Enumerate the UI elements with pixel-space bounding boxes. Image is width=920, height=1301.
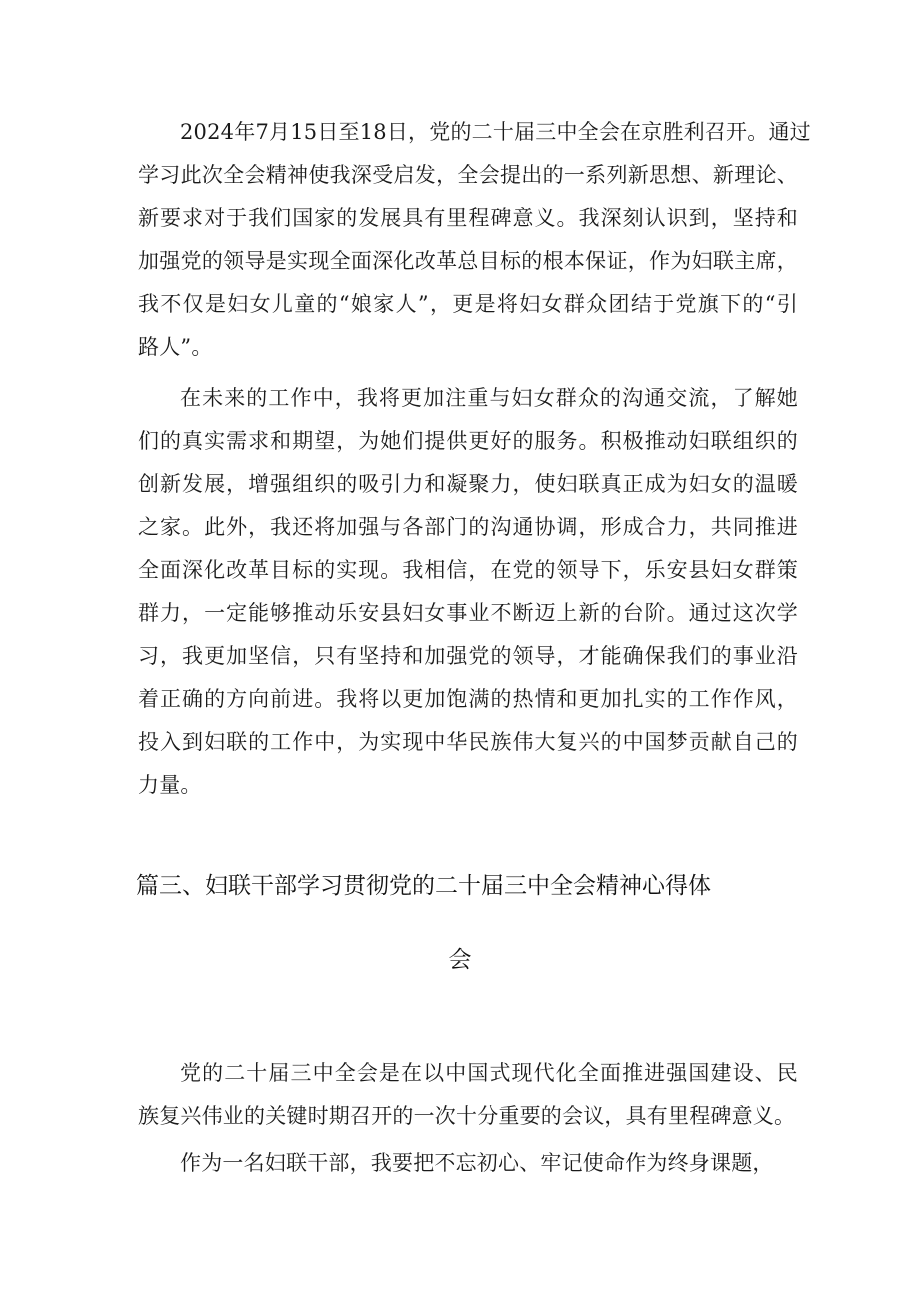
text-line: 学习此次全会精神使我深受启发，全会提出的一系列新思想、新理论、 <box>138 163 798 187</box>
text-line: 投入到妇联的工作中，为实现中华民族伟大复兴的中国梦贡献自己的 <box>138 730 798 754</box>
text-line: 群力，一定能够推动乐安县妇女事业不断迈上新的台阶。通过这次学 <box>138 601 798 625</box>
text-line: 族复兴伟业的关键时期召开的一次十分重要的会议，具有里程碑意义。 <box>138 1104 796 1128</box>
section-heading-line-2: 会 <box>448 947 472 973</box>
text-line: 在未来的工作中，我将更加注重与妇女群众的沟通交流，了解她 <box>180 386 798 410</box>
text-line: 着正确的方向前进。我将以更加饱满的热情和更加扎实的工作作风， <box>138 687 798 711</box>
text-line: 作为一名妇联干部，我要把不忘初心、牢记使命作为终身课题， <box>180 1151 774 1175</box>
text-line: 我不仅是妇女儿童的“娘家人”，更是将妇女群众团结于党旗下的“引 <box>138 292 798 316</box>
text-line: 路人”。 <box>138 335 213 359</box>
text-line: 2024年7月15日至18日，党的二十届三中全会在京胜利召开。通过 <box>180 120 811 144</box>
text-line: 们的真实需求和期望，为她们提供更好的服务。积极推动妇联组织的 <box>138 429 798 453</box>
text-line: 力量。 <box>138 773 202 797</box>
text-line: 新要求对于我们国家的发展具有里程碑意义。我深刻认识到，坚持和 <box>138 206 798 230</box>
text-line: 习，我更加坚信，只有坚持和加强党的领导，才能确保我们的事业沿 <box>138 644 798 668</box>
text-line: 党的二十届三中全会是在以中国式现代化全面推进强国建设、民 <box>180 1061 798 1085</box>
text-line: 创新发展，增强组织的吸引力和凝聚力，使妇联真正成为妇女的温暖 <box>138 472 798 496</box>
text-line: 加强党的领导是实现全面深化改革总目标的根本保证，作为妇联主席， <box>138 249 798 273</box>
text-line: 之家。此外，我还将加强与各部门的沟通协调，形成合力，共同推进 <box>138 515 798 539</box>
text-line: 全面深化改革目标的实现。我相信，在党的领导下，乐安县妇女群策 <box>138 558 798 582</box>
section-heading-line-1: 篇三、妇联干部学习贯彻党的二十届三中全会精神心得体 <box>136 873 711 899</box>
